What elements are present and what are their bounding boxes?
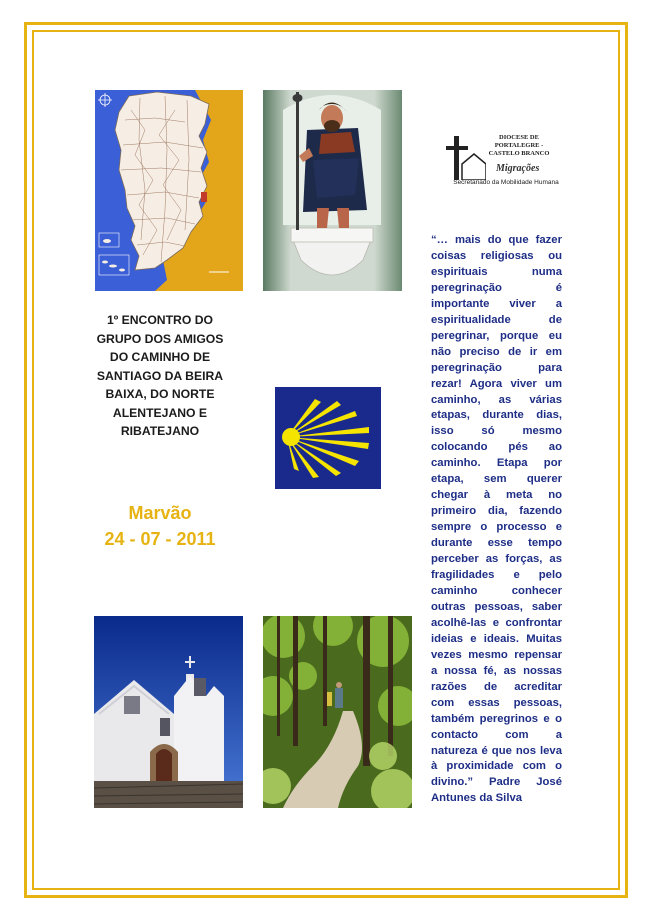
- quote-line: caminho. Etapa por: [431, 457, 562, 470]
- event-info: [80, 500, 240, 552]
- forest-path-image: [263, 616, 412, 808]
- quote-line: razões de acreditar: [431, 680, 562, 693]
- quote-line: chegar à meta no: [431, 489, 562, 502]
- diocese-logo: [446, 130, 566, 190]
- quote-line: caminho conhecer: [431, 584, 562, 597]
- event-date: 24 - 07 - 2011: [104, 529, 216, 549]
- quote-line: ideias e ideais. Muitas: [431, 632, 562, 645]
- quote-line: coisas religiosas ou: [431, 249, 562, 262]
- quote-line: natureza é que nos leva: [431, 744, 562, 757]
- scallop-shell-image: [275, 387, 381, 489]
- quote-line: divino.” Padre José: [431, 776, 562, 789]
- quote-line: espiritualidade de: [431, 313, 562, 326]
- quote-line: acolhê-las e confrontar: [431, 616, 562, 629]
- secretariado-label: Secretariado da Mobilidade Humana: [453, 179, 559, 186]
- event-place: Marvão: [128, 503, 192, 523]
- quote-line: fragilidades e pelo: [431, 569, 562, 582]
- church-image: [94, 616, 243, 808]
- quote-line: vezes mesmo repensar: [431, 648, 562, 661]
- quote-line: “… mais do que fazer: [431, 234, 562, 246]
- event-title: 1º ENCONTRO DO GRUPO DOS AMIGOS DO CAMINHO DE SANTIAGO DA BEIRA BAIXA, DO NORTE ALENTEJANO E RIBATEJANO: [96, 313, 224, 438]
- quote-line: não preciso de ir em: [431, 345, 562, 358]
- quote-line: a nossa fé, as nossas: [431, 664, 562, 677]
- quote-line: com essas pessoas,: [431, 696, 562, 709]
- quote-line: peregrinação para: [431, 361, 562, 374]
- cross-and-church-icon: [446, 134, 486, 180]
- quote-line: à proximidade com o: [431, 760, 562, 773]
- quote-line: espirituais numa: [431, 265, 562, 278]
- quote-text: [431, 233, 562, 807]
- quote-line: peregrinar, porque eu: [431, 329, 562, 342]
- quote-line: importante viver a: [431, 297, 562, 310]
- quote-line: isso só mesmo: [431, 425, 562, 438]
- quote-line: rezar! Agora viver um: [431, 377, 562, 390]
- quote-line: durante esse tempo: [431, 537, 562, 550]
- quote-line: peregrinação é: [431, 281, 562, 294]
- quote-line: também peregrinos e o: [431, 712, 562, 725]
- quote-line: colocando pés ao: [431, 441, 562, 454]
- portugal-map-image: [95, 90, 243, 291]
- quote-line: caminho, as várias: [431, 393, 562, 406]
- quote-line: contacto com a: [431, 728, 562, 741]
- quote-line: sempre o processo e: [431, 521, 562, 534]
- quote-line: etapa, sem querer: [431, 473, 562, 486]
- quote-line: Antunes da Silva: [431, 792, 523, 805]
- quote-line: outras pessoas, saber: [431, 600, 562, 613]
- saint-james-statue-image: [263, 90, 402, 291]
- migracoes-label: Migrações: [496, 163, 540, 174]
- diocese-name: DIOCESE DE PORTALEGRE - CASTELO BRANCO: [488, 134, 550, 157]
- quote-line: perceber as forças, as: [431, 553, 562, 566]
- quote-line: primeiro dia, fazendo: [431, 505, 562, 518]
- quote-line: etapas, durante dias,: [431, 409, 562, 422]
